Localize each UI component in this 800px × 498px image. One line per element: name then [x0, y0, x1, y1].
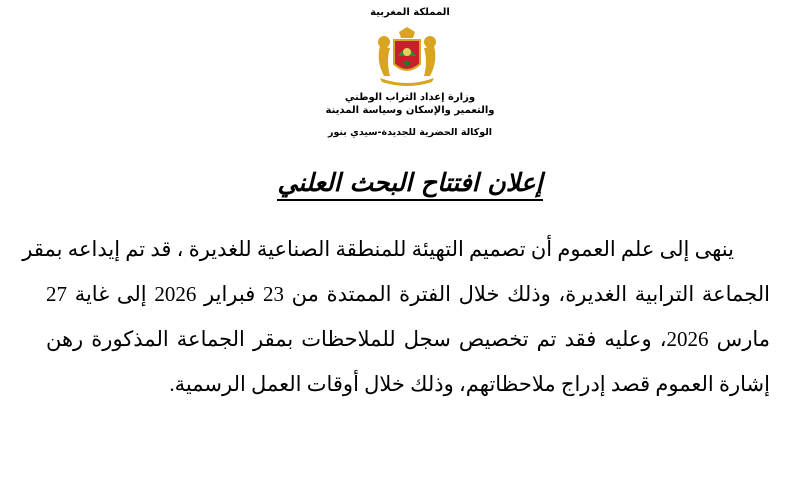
announcement-body — [22, 234, 770, 414]
ministry-line-2: والتعمير والإسكان وسياسة المدينة — [325, 105, 495, 116]
moroccan-coat-of-arms-icon — [372, 26, 442, 88]
announcement-title-text: إعلان افتتاح البحث العلني — [277, 168, 542, 201]
body-line: مارس 2026، وعليه فقد تم تخصيص سجل للملاحظات بمقر الجماعة المذكورة رهن — [46, 327, 770, 351]
agency-name: الوكالة الحضرية للجديدة-سيدي بنور — [327, 127, 493, 138]
body-line: الجماعة الترابية الغديرة، وذلك خلال الفترة الممتدة من 23 فبراير 2026 إلى غاية 27 — [46, 282, 770, 306]
body-line: إشارة العموم قصد إدراج ملاحظاتهم، وذلك خلال أوقات العمل الرسمية. — [169, 372, 770, 396]
announcement-title — [200, 168, 620, 197]
kingdom-label: المملكة المغربية — [370, 7, 450, 18]
ministry-line-1: وزارة إعداد التراب الوطني — [344, 92, 476, 103]
body-line: ينهى إلى علم العموم أن تصميم التهيئة للمنطقة الصناعية للغديرة ، قد تم إيداعه بمقر — [22, 237, 734, 261]
